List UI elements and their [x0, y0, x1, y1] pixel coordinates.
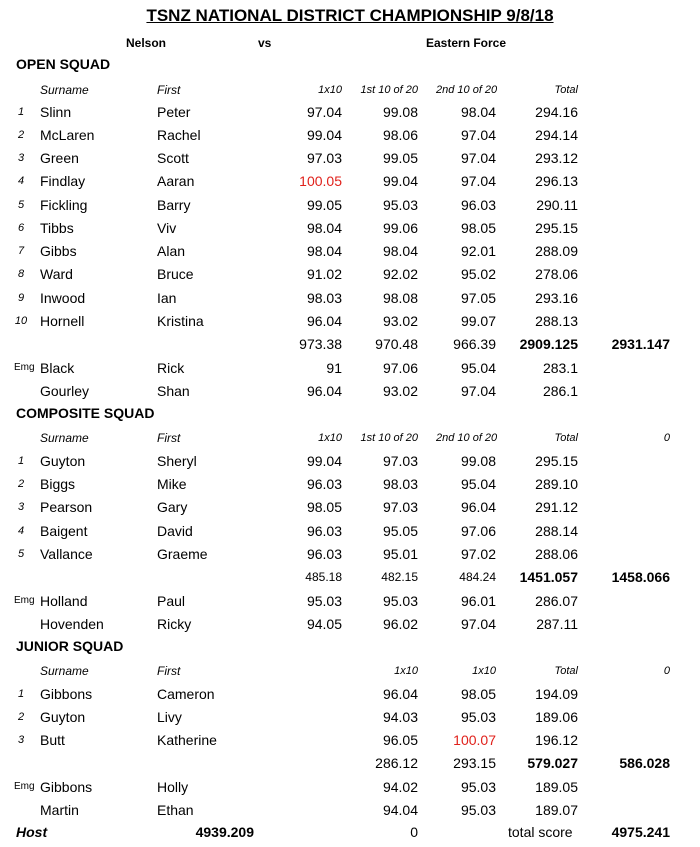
row-number: 1: [17, 455, 25, 467]
score-total: 293.12: [535, 150, 578, 166]
surname: McLaren: [40, 127, 95, 143]
surname: Guyton: [40, 453, 86, 469]
emergency-label: Emg: [14, 362, 35, 373]
score-2nd-10: 99.08: [460, 453, 496, 469]
col3-header: 1x10: [472, 665, 496, 677]
first-name: Holly: [157, 779, 189, 795]
score-1x10: 96.03: [306, 546, 342, 562]
away-team: Eastern Force: [426, 36, 507, 50]
col1-header: 1x10: [318, 84, 342, 96]
first-name: Alan: [157, 243, 186, 259]
score-1x10-a: 96.04: [382, 686, 418, 702]
score-1x10: 99.05: [306, 197, 342, 213]
score-2nd-10: 97.04: [460, 173, 496, 189]
col2-header: 1st 10 of 20: [360, 432, 418, 444]
composite-header-row: [0, 427, 700, 449]
squad-sum-row: [0, 752, 700, 774]
score-1st-10: 96.02: [382, 616, 418, 632]
score-1st-10: 93.02: [382, 383, 418, 399]
score-1st-10: 97.03: [382, 453, 418, 469]
score-2nd-10: 97.04: [460, 383, 496, 399]
squad-total: 1451.057: [519, 569, 578, 585]
reserve-row: [0, 613, 700, 635]
sum-1x10-b: 293.15: [453, 755, 496, 771]
row-number: 3: [17, 501, 25, 513]
score-1st-10: 95.01: [382, 546, 418, 562]
surname: Baigent: [40, 523, 88, 539]
surname: Gourley: [40, 383, 90, 399]
table-row: [0, 287, 700, 309]
table-row: [0, 683, 700, 705]
open-squad-title: OPEN SQUAD: [16, 56, 111, 72]
score-1st-10: 95.05: [382, 523, 418, 539]
reserve-row: [0, 776, 700, 798]
score-1x10-highlight: 100.05: [299, 173, 342, 189]
table-row: [0, 729, 700, 751]
score-1st-10: 95.03: [382, 593, 418, 609]
away-squad-total: 2931.147: [611, 336, 670, 352]
table-row: [0, 124, 700, 146]
row-number: 9: [17, 292, 25, 304]
first-name: Viv: [157, 220, 177, 236]
score-total: 295.15: [535, 220, 578, 236]
score-1x10: 91.02: [306, 266, 342, 282]
table-row: [0, 240, 700, 262]
row-number: 7: [17, 245, 25, 257]
score-1x10: 98.04: [306, 220, 342, 236]
footer-row: [0, 821, 700, 843]
score-total: 293.16: [535, 290, 578, 306]
table-row: [0, 450, 700, 472]
score-1st-10: 93.02: [382, 313, 418, 329]
first-name: Ricky: [157, 616, 192, 632]
reserve-row: [0, 357, 700, 379]
score-1x10: 91: [326, 360, 342, 376]
row-number: 4: [17, 525, 25, 537]
row-number: 4: [17, 175, 25, 187]
row-number: 2: [17, 129, 25, 141]
table-row: [0, 496, 700, 518]
table-row: [0, 543, 700, 565]
first-name: Gary: [157, 499, 188, 515]
squad-total: 579.027: [527, 755, 578, 771]
table-row: [0, 101, 700, 123]
score-total: 283.1: [542, 360, 578, 376]
score-1x10-b: 95.03: [460, 802, 496, 818]
reserve-row: [0, 799, 700, 821]
score-2nd-10: 92.01: [460, 243, 496, 259]
host-score: 4939.209: [195, 824, 254, 840]
score-2nd-10: 99.07: [460, 313, 496, 329]
surname: Guyton: [40, 709, 86, 725]
row-number: 8: [17, 268, 25, 280]
row-number: 5: [17, 199, 25, 211]
total-header: Total: [554, 665, 578, 677]
score-total: 296.13: [535, 173, 578, 189]
col2-header: 1st 10 of 20: [360, 84, 418, 96]
score-total: 289.10: [535, 476, 578, 492]
first-name: Scott: [157, 150, 189, 166]
first-name: Cameron: [157, 686, 215, 702]
surname: Ward: [40, 266, 73, 282]
total-score-label: total score: [508, 824, 573, 840]
score-1x10-b: 98.05: [460, 686, 496, 702]
row-number: 3: [17, 734, 25, 746]
vs-label: vs: [258, 36, 272, 50]
surname: Gibbons: [40, 779, 93, 795]
score-2nd-10: 96.01: [460, 593, 496, 609]
score-2nd-10: 97.04: [460, 616, 496, 632]
score-1st-10: 95.03: [382, 197, 418, 213]
score-total: 294.16: [535, 104, 578, 120]
col2-header: 1x10: [394, 665, 418, 677]
composite-squad-title: COMPOSITE SQUAD: [16, 405, 155, 421]
surname: Fickling: [40, 197, 88, 213]
col3-header: 2nd 10 of 20: [436, 432, 498, 444]
surname: Gibbs: [40, 243, 77, 259]
sum-1x10: 485.18: [305, 570, 342, 584]
score-1st-10: 98.04: [382, 243, 418, 259]
document-title: TSNZ NATIONAL DISTRICT CHAMPIONSHIP 9/8/18: [146, 6, 554, 25]
score-total: 286.1: [542, 383, 578, 399]
score-1st-10: 99.06: [382, 220, 418, 236]
score-1st-10: 98.06: [382, 127, 418, 143]
surname: Black: [40, 360, 75, 376]
table-row: [0, 170, 700, 192]
score-total: 288.06: [535, 546, 578, 562]
score-1st-10: 99.04: [382, 173, 418, 189]
surname: Vallance: [40, 546, 93, 562]
score-1st-10: 92.02: [382, 266, 418, 282]
score-2nd-10: 96.04: [460, 499, 496, 515]
surname: Biggs: [40, 476, 76, 492]
row-number: 5: [17, 548, 25, 560]
score-1x10: 98.04: [306, 243, 342, 259]
surname-header: Surname: [40, 664, 89, 678]
first-name: Kristina: [157, 313, 204, 329]
score-1x10: 97.04: [306, 104, 342, 120]
score-total: 288.13: [535, 313, 578, 329]
junior-squad-title: JUNIOR SQUAD: [16, 638, 124, 654]
first-header: First: [157, 83, 181, 97]
score-total: 295.15: [535, 453, 578, 469]
score-2nd-10: 97.05: [460, 290, 496, 306]
score-total: 291.12: [535, 499, 578, 515]
score-1x10-b: 95.03: [460, 779, 496, 795]
score-1x10-a: 96.05: [382, 732, 418, 748]
footer-zero: 0: [410, 824, 418, 840]
away-header: 0: [663, 432, 670, 444]
surname: Holland: [40, 593, 88, 609]
score-2nd-10: 97.04: [460, 127, 496, 143]
score-1x10: 99.04: [306, 127, 342, 143]
reserve-row: [0, 380, 700, 402]
first-name: David: [157, 523, 193, 539]
score-total: 196.12: [535, 732, 578, 748]
score-1x10: 96.04: [306, 383, 342, 399]
score-1x10: 95.03: [306, 593, 342, 609]
score-1x10-b-highlight: 100.07: [453, 732, 496, 748]
emergency-label: Emg: [14, 595, 35, 606]
first-name: Katherine: [157, 732, 217, 748]
first-header: First: [157, 431, 181, 445]
first-header: First: [157, 664, 181, 678]
surname: Green: [40, 150, 79, 166]
total-header: Total: [554, 84, 578, 96]
score-1x10: 99.04: [306, 453, 342, 469]
score-1x10-a: 94.02: [382, 779, 418, 795]
score-1x10-a: 94.04: [382, 802, 418, 818]
first-name: Sheryl: [157, 453, 197, 469]
squad-sum-row: [0, 566, 700, 588]
score-1x10: 98.03: [306, 290, 342, 306]
score-1x10: 96.04: [306, 313, 342, 329]
score-1st-10: 99.05: [382, 150, 418, 166]
row-number: 2: [17, 711, 25, 723]
first-name: Rick: [157, 360, 185, 376]
row-number: 1: [17, 106, 25, 118]
squad-sum-row: [0, 333, 700, 355]
score-1x10: 97.03: [306, 150, 342, 166]
score-total: 288.09: [535, 243, 578, 259]
row-number: 3: [17, 152, 25, 164]
score-2nd-10: 95.02: [460, 266, 496, 282]
surname: Slinn: [40, 104, 72, 120]
score-1x10: 96.03: [306, 523, 342, 539]
row-number: 2: [17, 478, 25, 490]
reserve-row: [0, 590, 700, 612]
sum-1st-10: 482.15: [381, 570, 418, 584]
score-1x10: 96.03: [306, 476, 342, 492]
score-total: 290.11: [536, 197, 578, 213]
first-name: Paul: [157, 593, 186, 609]
sum-1st-10: 970.48: [375, 336, 418, 352]
first-name: Shan: [157, 383, 190, 399]
first-name: Bruce: [157, 266, 194, 282]
row-number: 1: [17, 688, 25, 700]
first-name: Aaran: [157, 173, 195, 189]
surname: Hornell: [40, 313, 85, 329]
score-1st-10: 98.03: [382, 476, 418, 492]
table-row: [0, 217, 700, 239]
score-1st-10: 99.08: [382, 104, 418, 120]
first-name: Ethan: [157, 802, 194, 818]
first-name: Peter: [157, 104, 191, 120]
score-1x10: 98.05: [306, 499, 342, 515]
surname: Pearson: [40, 499, 93, 515]
host-label: Host: [16, 824, 48, 840]
emergency-label: Emg: [14, 781, 35, 792]
first-name: Livy: [157, 709, 182, 725]
table-row: [0, 473, 700, 495]
away-header: 0: [663, 665, 670, 677]
table-row: [0, 520, 700, 542]
score-1st-10: 98.08: [382, 290, 418, 306]
total-header: Total: [554, 432, 578, 444]
table-row: [0, 194, 700, 216]
score-2nd-10: 98.05: [460, 220, 496, 236]
squad-total: 2909.125: [519, 336, 578, 352]
score-total: 287.11: [536, 616, 578, 632]
home-team: Nelson: [126, 36, 167, 50]
score-total: 189.06: [535, 709, 578, 725]
score-2nd-10: 96.03: [460, 197, 496, 213]
first-name: Rachel: [157, 127, 201, 143]
surname-header: Surname: [40, 83, 89, 97]
score-total: 294.14: [535, 127, 578, 143]
surname: Hovenden: [40, 616, 104, 632]
surname: Martin: [40, 802, 79, 818]
sum-1x10-a: 286.12: [375, 755, 418, 771]
table-row: [0, 706, 700, 728]
score-2nd-10: 95.04: [460, 476, 496, 492]
score-total: 288.14: [535, 523, 578, 539]
row-number: 10: [14, 315, 28, 327]
first-name: Mike: [157, 476, 187, 492]
surname: Tibbs: [40, 220, 74, 236]
score-2nd-10: 97.06: [460, 523, 496, 539]
first-name: Barry: [157, 197, 191, 213]
score-total: 278.06: [535, 266, 578, 282]
table-row: [0, 310, 700, 332]
sum-1x10: 973.38: [299, 336, 342, 352]
sum-2nd-10: 484.24: [459, 570, 496, 584]
score-1x10-a: 94.03: [382, 709, 418, 725]
first-name: Graeme: [157, 546, 208, 562]
surname-header: Surname: [40, 431, 89, 445]
surname: Butt: [40, 732, 65, 748]
surname: Findlay: [40, 173, 86, 189]
sum-2nd-10: 966.39: [453, 336, 496, 352]
score-total: 189.05: [535, 779, 578, 795]
table-row: [0, 147, 700, 169]
score-2nd-10: 95.04: [460, 360, 496, 376]
junior-header-row: [0, 660, 700, 682]
score-2nd-10: 98.04: [460, 104, 496, 120]
score-1x10: 94.05: [306, 616, 342, 632]
away-squad-total: 1458.066: [611, 569, 670, 585]
score-total: 194.09: [535, 686, 578, 702]
col3-header: 2nd 10 of 20: [436, 84, 498, 96]
row-number: 6: [17, 222, 25, 234]
score-1st-10: 97.03: [382, 499, 418, 515]
first-name: Ian: [157, 290, 177, 306]
surname: Inwood: [40, 290, 86, 306]
score-2nd-10: 97.04: [460, 150, 496, 166]
open-header-row: [0, 79, 700, 101]
total-score-value: 4975.241: [611, 824, 670, 840]
away-squad-total: 586.028: [619, 755, 670, 771]
surname: Gibbons: [40, 686, 93, 702]
score-2nd-10: 97.02: [460, 546, 496, 562]
col1-header: 1x10: [318, 432, 342, 444]
score-1x10-b: 95.03: [460, 709, 496, 725]
score-total: 189.07: [535, 802, 578, 818]
table-row: [0, 263, 700, 285]
score-1st-10: 97.06: [382, 360, 418, 376]
score-total: 286.07: [535, 593, 578, 609]
